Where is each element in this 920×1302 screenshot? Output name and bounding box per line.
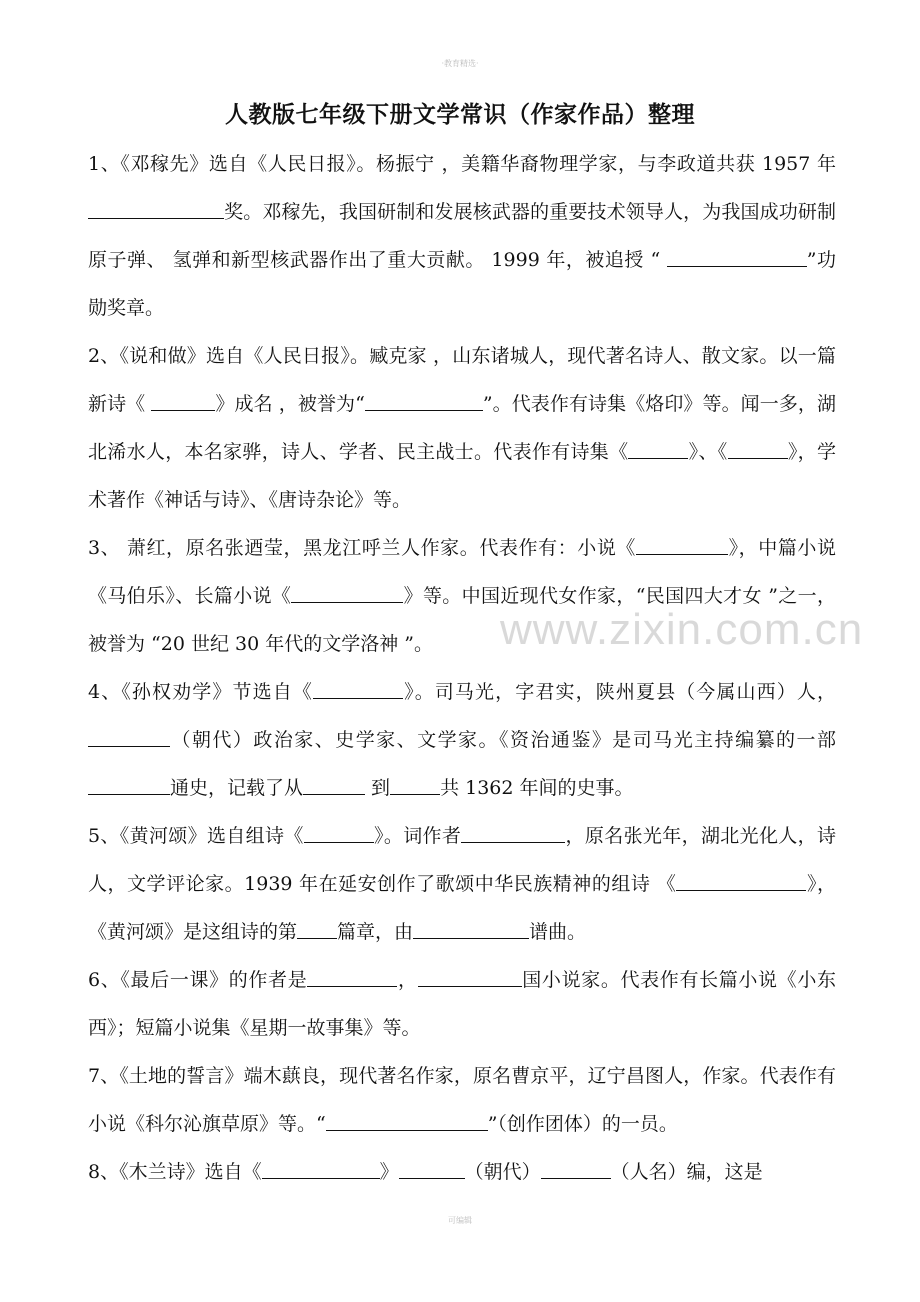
fill-blank[interactable]: [88, 728, 170, 747]
item-text: 3、 萧红，原名张迺莹，黑龙江呼兰人作家。代表作有：小说《: [88, 537, 636, 559]
fill-blank[interactable]: [365, 392, 483, 411]
item-text: 》，《黄河颂》是这组诗的第: [88, 873, 836, 943]
fill-blank[interactable]: [418, 968, 522, 987]
page-title: 人教版七年级下册文学常识（作家作品）整理: [225, 102, 695, 128]
fill-blank[interactable]: [313, 680, 403, 699]
fill-blank[interactable]: [291, 584, 403, 603]
item-text: 》。词作者: [373, 825, 462, 847]
list-item-3: [88, 524, 836, 668]
item-text: ”功勋奖章。: [88, 249, 836, 319]
list-item-7: [88, 1052, 836, 1148]
item-text: 1、《邓稼先》选自《人民日报》。杨振宁 ，美籍华裔物理学家，与李政道共获 1957 年: [88, 153, 836, 175]
item-text: 》成名 ，被誉为“: [215, 393, 365, 415]
fill-blank[interactable]: [636, 536, 728, 555]
item-text: 国小说家。代表作有长篇小说《小东西》；短篇小说集《星期一故事集》等。: [88, 969, 836, 1039]
fill-blank[interactable]: [304, 824, 374, 843]
item-text: 5、《黄河颂》选自组诗《: [88, 825, 304, 847]
fill-blank[interactable]: [399, 1160, 465, 1179]
fill-blank[interactable]: [667, 248, 807, 267]
fill-blank[interactable]: [151, 392, 215, 411]
item-text: 奖。邓稼先，我国研制和发展核武器的重要技术领导人，为我国成功研制原子弹、 氢弹和新型核武器作出了重大贡献。 1999 年，被追授 “: [88, 201, 836, 271]
list-item-2: [88, 332, 836, 524]
item-text: 8、《木兰诗》选自《: [88, 1161, 262, 1183]
watermark: www.zixin.com.cn: [500, 605, 864, 654]
item-text: （朝代）: [464, 1161, 541, 1183]
item-text: 》，中篇小说《马伯乐》、长篇小说《: [88, 537, 836, 607]
fill-blank[interactable]: [326, 1112, 488, 1131]
item-text: 》，学术著作《神话与诗》、《唐诗杂论》等。: [88, 441, 836, 511]
page-header: ·教育精选·: [441, 59, 479, 68]
fill-blank[interactable]: [390, 776, 440, 795]
item-text: 7、《土地的誓言》端木蕻良，现代著名作家，原名曹京平，辽宁昌图人，作家。代表作有小说《科尔沁旗草原》等。“: [88, 1065, 836, 1135]
item-text: 到: [365, 777, 391, 799]
fill-blank[interactable]: [297, 920, 337, 939]
fill-blank[interactable]: [676, 872, 806, 891]
item-text: （朝代）政治家、史学家、文学家。《资治通鉴》是司马光主持编纂的一部: [170, 729, 836, 751]
list-item-1: [88, 140, 836, 332]
fill-blank[interactable]: [307, 968, 397, 987]
list-item-4: [88, 668, 836, 812]
fill-blank[interactable]: [541, 1160, 611, 1179]
item-text: ，: [397, 969, 418, 991]
item-text: 》、《: [688, 441, 728, 463]
item-text: （人名）编，这是: [610, 1161, 763, 1183]
fill-blank[interactable]: [262, 1160, 380, 1179]
fill-blank[interactable]: [88, 200, 224, 219]
item-text: ，原名张光年，湖北光化人，诗人，文学评论家。1939 年在延安创作了歌颂中华民族精神的组诗 《: [88, 825, 836, 895]
item-text: 谱曲。: [529, 921, 587, 943]
item-text: ”。代表作有诗集《烙印》等。闻一多，湖北浠水人，本名家骅，诗人、学者、民主战士。代表作有诗集《: [88, 393, 836, 463]
list-item-5: [88, 812, 836, 956]
fill-blank[interactable]: [461, 824, 565, 843]
item-text: 》: [379, 1161, 399, 1183]
page-footer: 可编辑: [448, 1216, 472, 1225]
fill-blank[interactable]: [303, 776, 365, 795]
document-body: [88, 140, 836, 1196]
item-text: 》等。中国近现代女作家，“民国四大才女 ”之一，被誉为 “20 世纪 30 年代的文学洛神 ”。: [88, 585, 836, 655]
fill-blank[interactable]: [728, 440, 788, 459]
fill-blank[interactable]: [628, 440, 688, 459]
fill-blank[interactable]: [88, 776, 170, 795]
item-text: 6、《最后一课》的作者是: [88, 969, 308, 991]
fill-blank[interactable]: [413, 920, 529, 939]
item-text: 》。司马光，字君实，陕州夏县（今属山西）人，: [402, 681, 836, 703]
item-text: 篇章，由: [337, 921, 414, 943]
item-text: 通史，记载了从: [170, 777, 304, 799]
item-text: ”（创作团体）的一员。: [487, 1113, 678, 1135]
item-text: 共 1362 年间的史事。: [440, 777, 634, 799]
item-text: 4、《孙权劝学》节选自《: [88, 681, 313, 703]
list-item-6: [88, 956, 836, 1052]
item-text: 2、《说和做》选自《人民日报》。臧克家 ，山东诸城人，现代著名诗人、散文家。以一篇新诗《: [88, 345, 836, 415]
list-item-8: [88, 1148, 836, 1196]
